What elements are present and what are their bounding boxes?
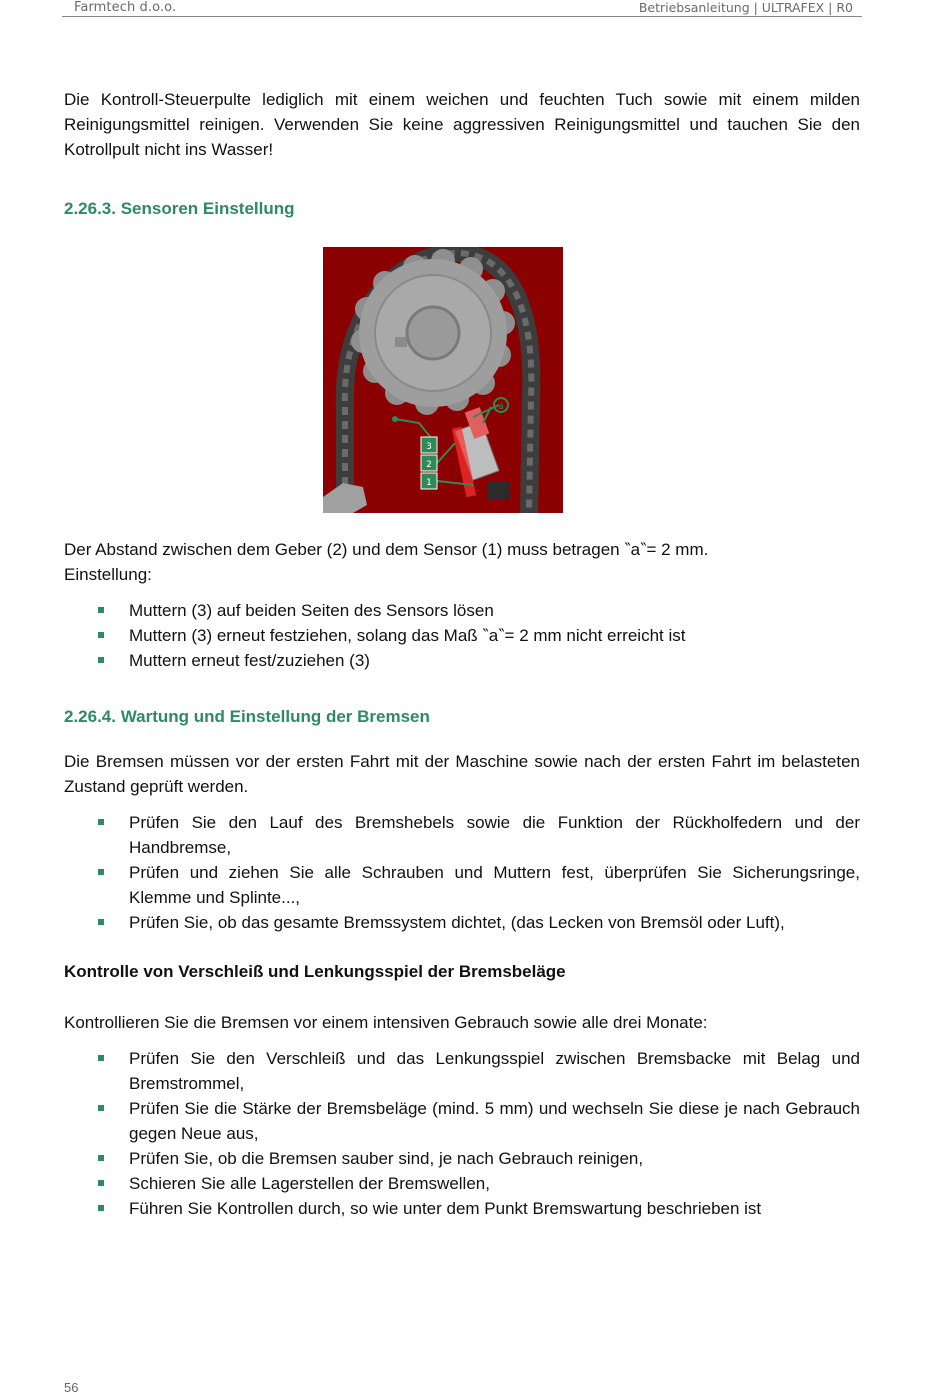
bullet-icon xyxy=(98,819,104,825)
list-item: Führen Sie Kontrollen durch, so wie unter dem Punkt Bremswartung beschrieben ist xyxy=(64,1196,860,1221)
header-divider xyxy=(62,16,862,17)
sprocket-bore xyxy=(407,307,459,359)
brakes-intro: Die Bremsen müssen vor der ersten Fahrt mit der Maschine sowie nach der ersten Fahrt im belasteten Zustand geprüft werden. xyxy=(64,752,860,796)
sensor-figure xyxy=(323,247,563,513)
sprocket-sensor-illustration xyxy=(323,247,563,513)
label-3: 3 xyxy=(426,442,432,452)
bullet-icon xyxy=(98,607,104,613)
section-heading-brakes: 2.26.4. Wartung und Einstellung der Bremsen xyxy=(64,707,430,726)
wear-checks-list xyxy=(64,1046,860,1221)
list-item: Prüfen Sie den Verschleiß und das Lenkungsspiel zwischen Bremsbacke mit Belag und Bremstrommel, xyxy=(64,1046,860,1096)
brakes-checks-list xyxy=(64,810,860,935)
bullet-icon xyxy=(98,1155,104,1161)
sensor-connector xyxy=(487,481,509,499)
list-item: Prüfen Sie, ob das gesamte Bremssystem dichtet, (das Lecken von Bremsöl oder Luft), xyxy=(64,910,860,935)
list-item: Prüfen Sie den Lauf des Bremshebels sowie die Funktion der Rückholfedern und der Handbremse, xyxy=(64,810,860,860)
bullet-icon xyxy=(98,1205,104,1211)
header-document-title: Betriebsanleitung | ULTRAFEX | R0 xyxy=(638,0,853,15)
list-item: Prüfen und ziehen Sie alle Schrauben und Muttern fest, überprüfen Sie Sicherungsringe, Klemme und Splinte..., xyxy=(64,860,860,910)
distance-requirement: Der Abstand zwischen dem Geber (2) und dem Sensor (1) muss betragen ‶a‶= 2 mm. xyxy=(64,540,709,559)
cleaning-paragraph: Die Kontroll-Steuerpulte lediglich mit einem weichen und feuchten Tuch sowie mit einem milden Reinigungsmittel reinigen. Verwenden Sie keine aggressiven Reinigungsmittel und tauchen Sie den Kotrollpult nicht ins Wasser! xyxy=(64,90,860,159)
list-item: Muttern erneut fest/zuziehen (3) xyxy=(64,648,860,673)
bullet-icon xyxy=(98,1105,104,1111)
bullet-icon xyxy=(98,919,104,925)
setting-label: Einstellung: xyxy=(64,565,152,584)
list-item: Muttern (3) auf beiden Seiten des Sensors lösen xyxy=(64,598,860,623)
label-1: 1 xyxy=(426,478,432,488)
bullet-icon xyxy=(98,1055,104,1061)
wear-heading: Kontrolle von Verschleiß und Lenkungsspiel der Bremsbeläge xyxy=(64,962,566,981)
wear-intro: Kontrollieren Sie die Bremsen vor einem intensiven Gebrauch sowie alle drei Monate: xyxy=(64,1013,708,1032)
bullet-icon xyxy=(98,869,104,875)
bullet-icon xyxy=(98,1180,104,1186)
bullet-icon xyxy=(98,632,104,638)
list-item: Muttern (3) erneut festziehen, solang das Maß ‶a‶= 2 mm nicht erreicht ist xyxy=(64,623,860,648)
sprocket-key xyxy=(395,337,407,347)
sensor-steps-list xyxy=(64,598,860,673)
section-heading-sensor: 2.26.3. Sensoren Einstellung xyxy=(64,199,295,218)
header-company: Farmtech d.o.o. xyxy=(74,0,177,15)
list-item: Prüfen Sie die Stärke der Bremsbeläge (mind. 5 mm) und wechseln Sie diese je nach Gebrauch gegen Neue aus, xyxy=(64,1096,860,1146)
page-number: 56 xyxy=(64,1380,79,1395)
list-item: Schieren Sie alle Lagerstellen der Bremswellen, xyxy=(64,1171,860,1196)
label-a: a xyxy=(498,402,504,412)
callout-dot xyxy=(392,416,398,422)
list-item: Prüfen Sie, ob die Bremsen sauber sind, je nach Gebrauch reinigen, xyxy=(64,1146,860,1171)
label-2: 2 xyxy=(426,460,432,470)
bullet-icon xyxy=(98,657,104,663)
